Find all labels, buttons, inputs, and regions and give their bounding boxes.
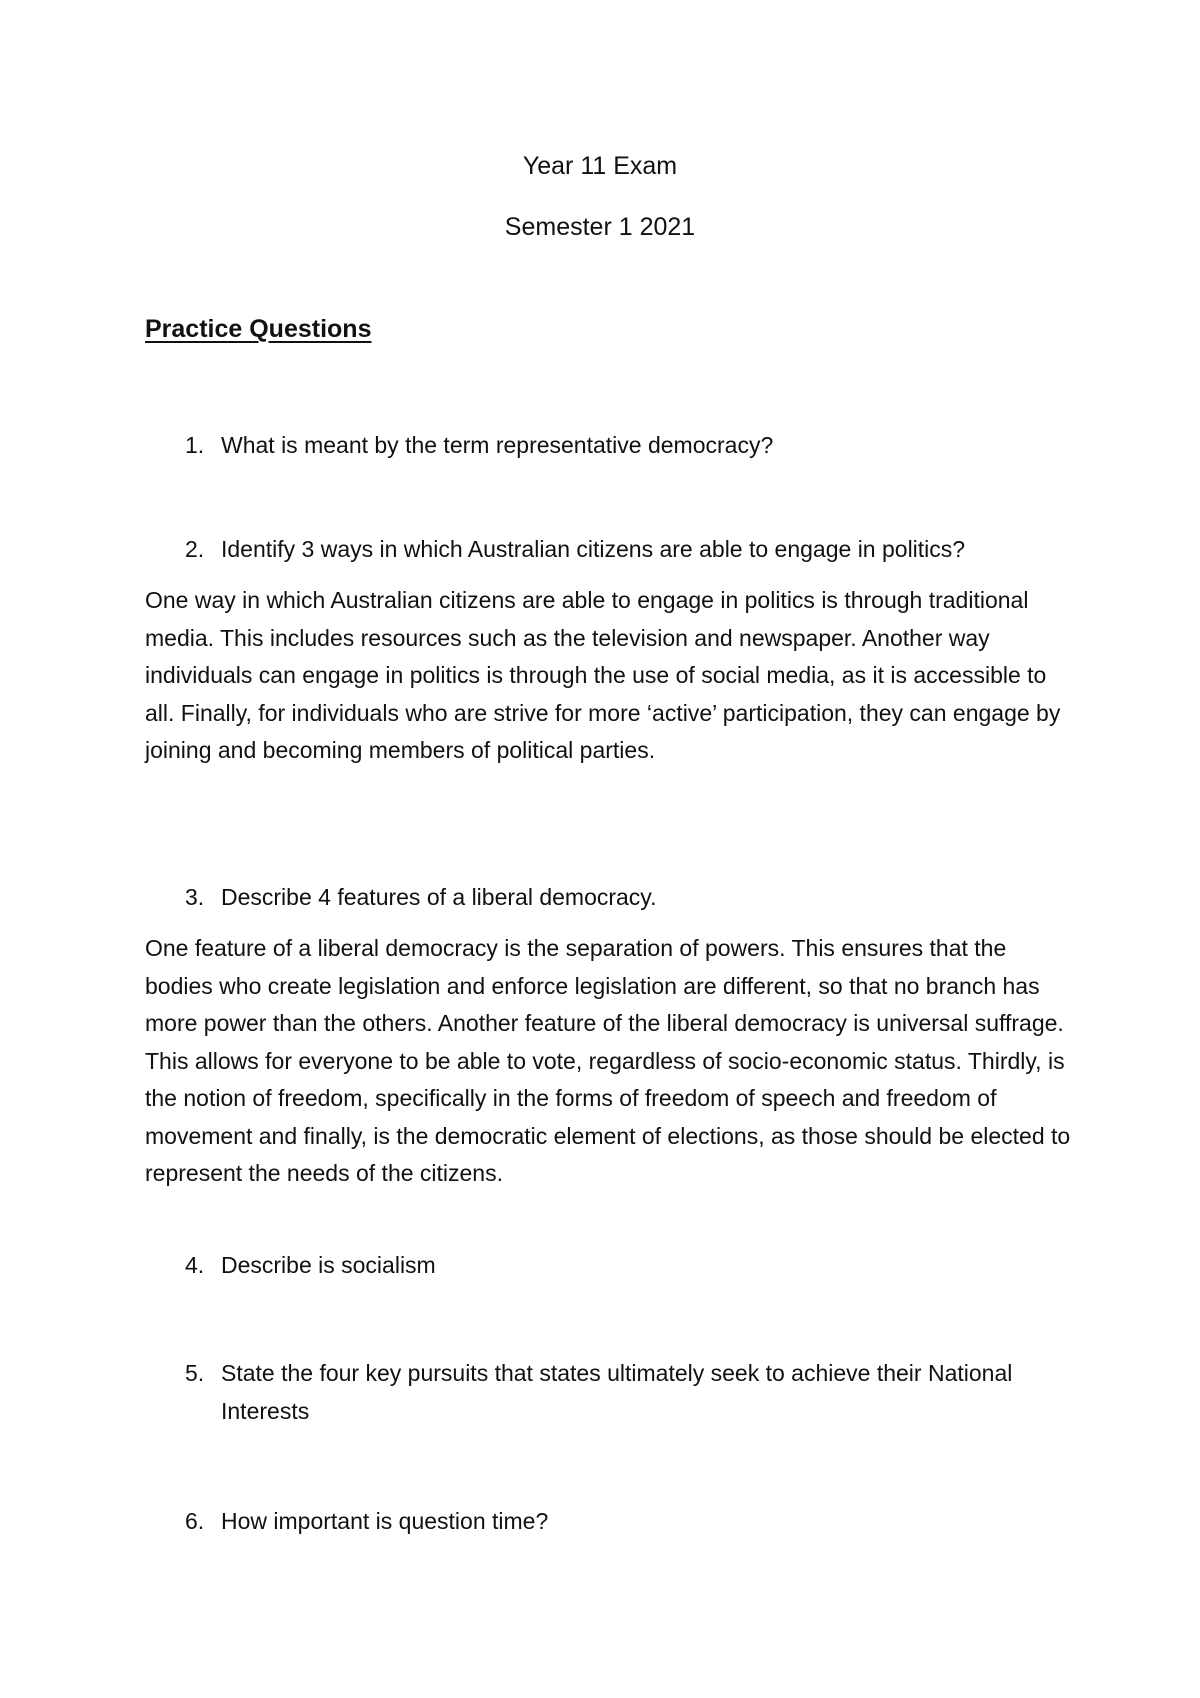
document-title: Year 11 Exam: [522, 152, 678, 180]
question-number: 6.: [185, 1508, 205, 1534]
answer-2: One way in which Australian citizens are able to engage in politics is through traditional media. This includes resources such as the television and newspaper. Another way individuals can engage in politics is through the use of social media, as it is accessible to all. Finally, for individuals who are strive for more ‘active’ participation, they can engage by joining and becoming members of political parties.: [145, 587, 1061, 763]
question-number: 5.: [185, 1360, 205, 1386]
question-number: 2.: [185, 536, 205, 562]
question-2: [185, 530, 1065, 568]
section-heading: Practice Questions: [145, 315, 372, 343]
question-text: Describe 4 features of a liberal democracy.: [221, 884, 657, 910]
question-number: 3.: [185, 884, 205, 910]
question-5: [185, 1354, 1065, 1430]
question-text: How important is question time?: [221, 1508, 549, 1534]
question-text: Describe is socialism: [221, 1252, 436, 1278]
question-text: What is meant by the term representative democracy?: [221, 432, 774, 458]
question-text: State the four key pursuits that states ultimately seek to achieve their National Interests: [221, 1360, 1013, 1424]
question-number: 1.: [185, 432, 205, 458]
question-number: 4.: [185, 1252, 205, 1278]
question-3: [185, 878, 1065, 916]
answer-3: One feature of a liberal democracy is the separation of powers. This ensures that the bodies who create legislation and enforce legislation are different, so that no branch has more power than the others. Another feature of the liberal democracy is universal suffrage. This allows for everyone to be able to vote, regardless of socio-economic status. Thirdly, is the notion of freedom, specifically in the forms of freedom of speech and freedom of movement and finally, is the democratic element of elections, as those should be elected to represent the needs of the citizens.: [145, 935, 1071, 1186]
question-1: [185, 426, 1065, 464]
document-subtitle: Semester 1 2021: [504, 213, 696, 241]
question-text: Identify 3 ways in which Australian citizens are able to engage in politics?: [221, 536, 966, 562]
question-4: [185, 1246, 1065, 1284]
question-6: [185, 1502, 1065, 1540]
